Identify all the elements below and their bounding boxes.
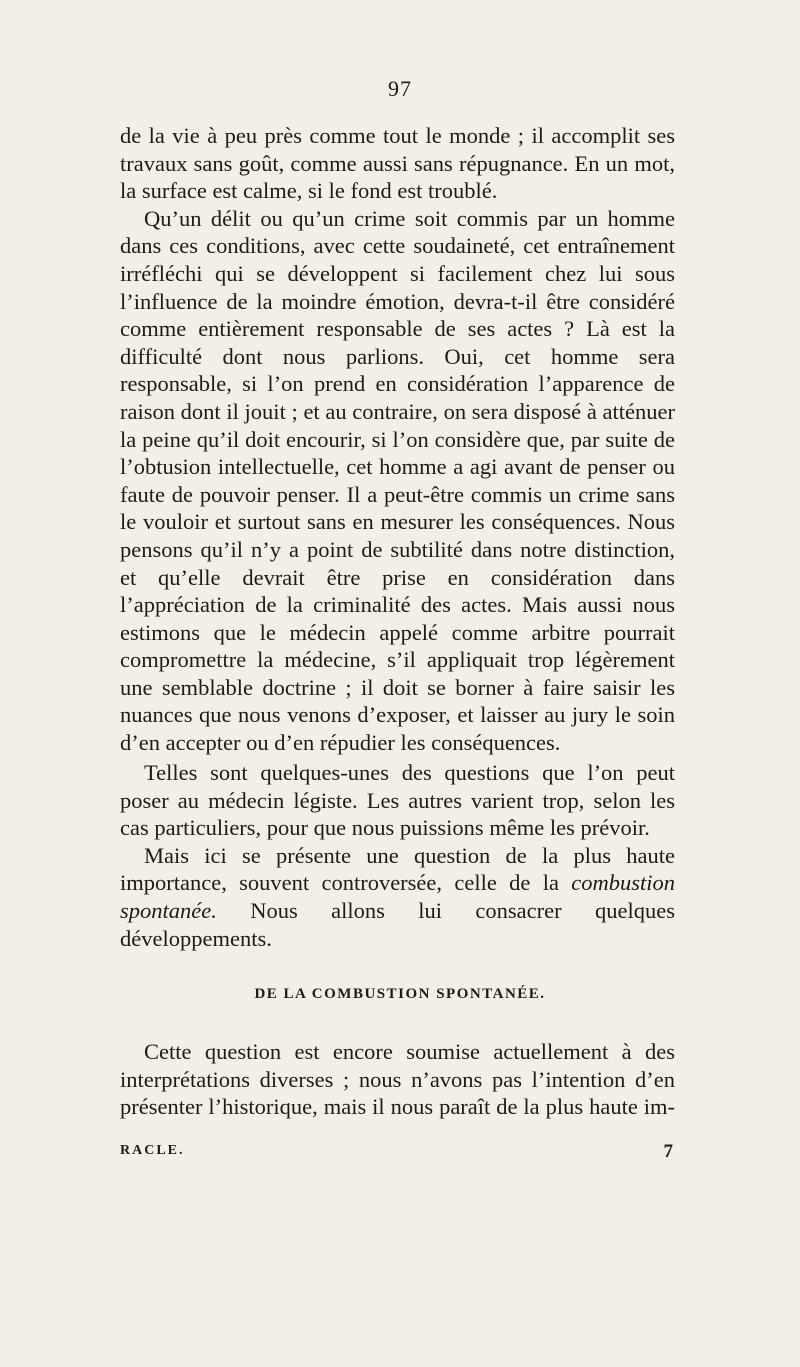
paragraph: Telles sont quelques-unes des questions que l’on peut poser au médecin légiste. Les autres varient trop, selon les cas particuliers, pour que nous puissions même les prévoir. bbox=[120, 760, 675, 841]
text-block-3 bbox=[120, 1038, 675, 1121]
paragraph bbox=[120, 842, 675, 952]
paragraph: Qu’un délit ou qu’un crime soit commis par un homme dans ces conditions, avec cette soudaineté, cet entraînement irréfléchi qui se développent si facilement chez lui sous l’influence de la moindre émotion, devra-t-il être considéré comme entièrement responsable de ses actes ? Là est la difficulté dont nous parlions. Oui, cet homme sera responsable, si l’on prend en considération l’apparence de raison dont il jouit ; et au contraire, on sera disposé à atténuer la peine qu’il doit encourir, si l’on considère que, par suite de l’obtusion intellectuelle, cet homme a agi avant de penser ou faute de pouvoir penser. Il a peut-être commis un crime sans le vouloir et surtout sans en mesurer les conséquences. Nous pensons qu’il n’y a point de subtilité dans notre distinction, et qu’elle devrait être prise en considération dans l’appréciation de la criminalité des actes. Mais aussi nous estimons que le médecin appelé comme arbitre pourrait compromettre la médecine, s’il appliquait trop légèrement une semblable doctrine ; il doit se borner à faire saisir les nuances que nous venons d’exposer, et laisser au jury le soin d’en accepter ou d’en répudier les conséquences. bbox=[120, 205, 675, 756]
paragraph-text: Mais ici se présente une question de la plus haute importance, souvent controversée, celle de la bbox=[120, 842, 675, 896]
emphasis-text: combustion spontanée. bbox=[120, 870, 675, 923]
signature-number: 7 bbox=[663, 1141, 673, 1162]
page-footer bbox=[120, 1141, 675, 1162]
page-number: 97 bbox=[388, 76, 412, 101]
paragraph: de la vie à peu près comme tout le monde ; il accomplit ses travaux sans goût, comme aussi sans répugnance. En un mot, la surface est calme, si le fond est troublé. bbox=[120, 123, 675, 204]
paragraph: Cette question est encore soumise actuellement à des interprétations diverses ; nous n’avons pas l’intention d’en présenter l’historique, mais il nous paraît de la plus haute im- bbox=[120, 1039, 675, 1120]
signature-mark: RACLE. bbox=[120, 1143, 185, 1158]
text-block-1 bbox=[120, 122, 675, 757]
paragraph-text: Nous allons lui consacrer quelques développements. bbox=[120, 897, 675, 951]
section-heading: DE LA COMBUSTION SPONTANÉE. bbox=[254, 986, 546, 1002]
text-block-2 bbox=[120, 759, 675, 952]
